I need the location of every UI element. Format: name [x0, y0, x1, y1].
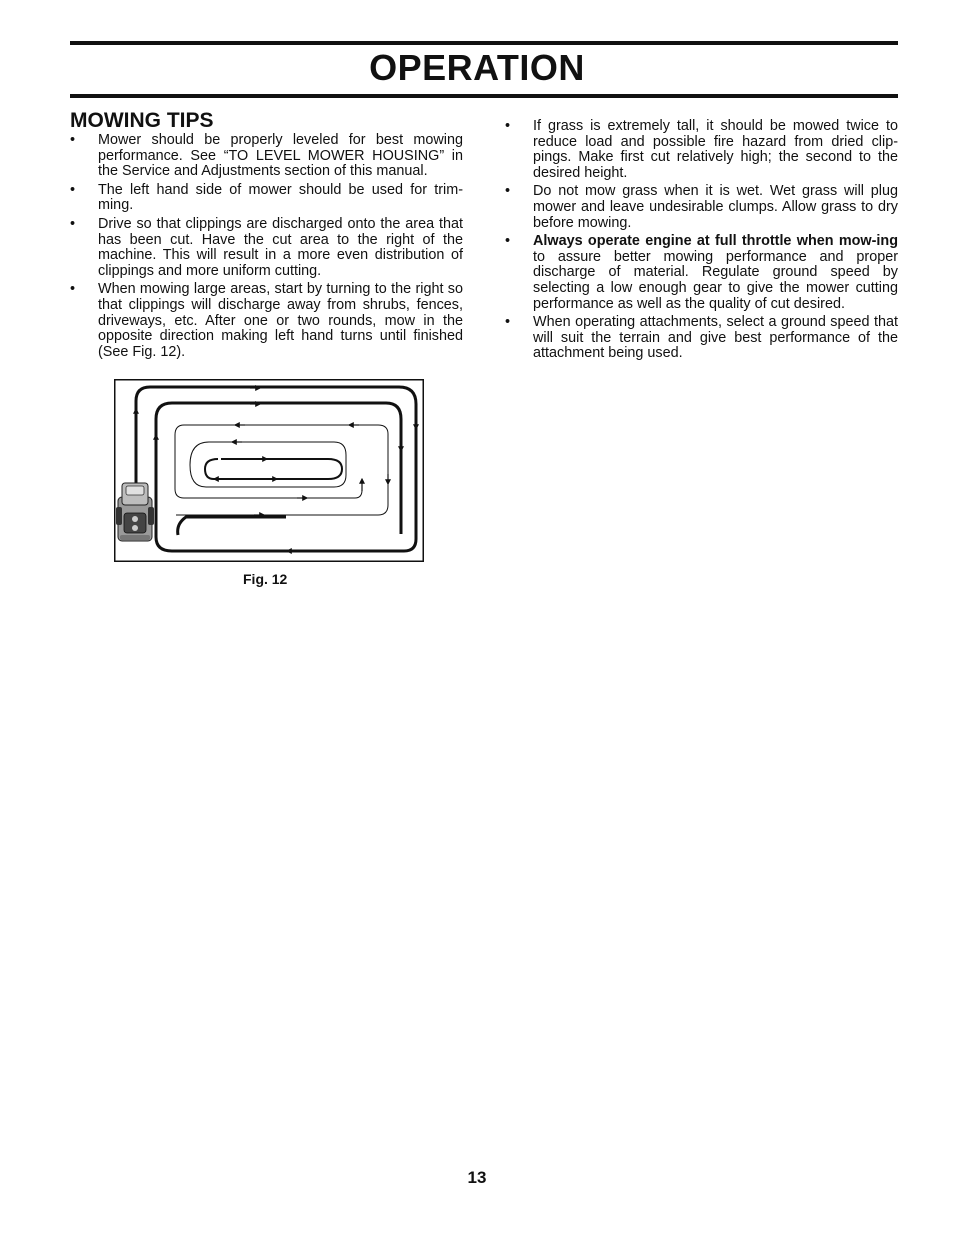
bullet-symbol: • [505, 183, 511, 200]
list-item-text: When mowing large areas, start by turning to the right so that clippings will discharge away from shrubs, fences, driveways, etc. After one or two rounds, mow in the opposite direction making left hand turns until finished (See Fig. 12). [98, 281, 463, 360]
list-item-text: Drive so that clippings are discharged onto the area that has been cut. Have the cut area to the right of the machine. This will result in a more even distribution of clippings and more uniform cutting. [98, 215, 463, 279]
section-heading: MOWING TIPS [70, 109, 214, 132]
bullet-symbol: • [505, 314, 511, 331]
list-item [70, 217, 463, 279]
list-item [70, 133, 463, 180]
list-item [505, 315, 898, 362]
list-item [505, 234, 898, 312]
list-item [505, 184, 898, 231]
list-item-text: to assure better mowing performance and proper discharge of material. Regulate ground speed by selecting a low enough gear to give the mower cutting performance as well as the quality of cut desired. [533, 248, 898, 312]
page-title: OPERATION [369, 47, 585, 88]
header-rule-top [70, 41, 898, 45]
list-item-text: When operating attachments, select a ground speed that will suit the terrain and give best performance of the attachment being used. [533, 314, 898, 362]
figure-caption: Fig. 12 [243, 571, 288, 587]
riding-mower-icon [116, 483, 154, 541]
page-number: 13 [467, 1168, 487, 1187]
list-item-text: The left hand side of mower should be used for trim-ming. [98, 181, 463, 214]
bullet-symbol: • [505, 118, 511, 134]
list-item-bold-text: Always operate engine at full throttle when mow-ing [533, 233, 898, 250]
list-item [70, 183, 463, 214]
list-item [505, 119, 898, 181]
bullet-symbol: • [70, 281, 76, 298]
list-item-text: If grass is extremely tall, it should be mowed twice to reduce load and possible fire hazard from dried clip-pings. Make first cut relatively high; the second to the desired height. [533, 118, 898, 181]
left-column [70, 133, 463, 363]
list-item-text: Mower should be properly leveled for best mowing performance. See “TO LEVEL MOWER HOUSING” in the Service and Adjustments section of this manual. [98, 132, 463, 180]
bullet-symbol: • [70, 181, 76, 198]
right-column [505, 119, 898, 365]
list-item [70, 282, 463, 360]
bullet-symbol: • [505, 233, 511, 250]
list-item-text: Do not mow grass when it is wet. Wet grass will plug mower and leave undesirable clumps. Allow grass to dry before mowing. [533, 183, 898, 231]
bullet-symbol: • [70, 132, 76, 148]
bullet-symbol: • [70, 215, 76, 232]
header-rule-bottom [70, 94, 898, 98]
mowing-pattern-figure [114, 379, 424, 562]
